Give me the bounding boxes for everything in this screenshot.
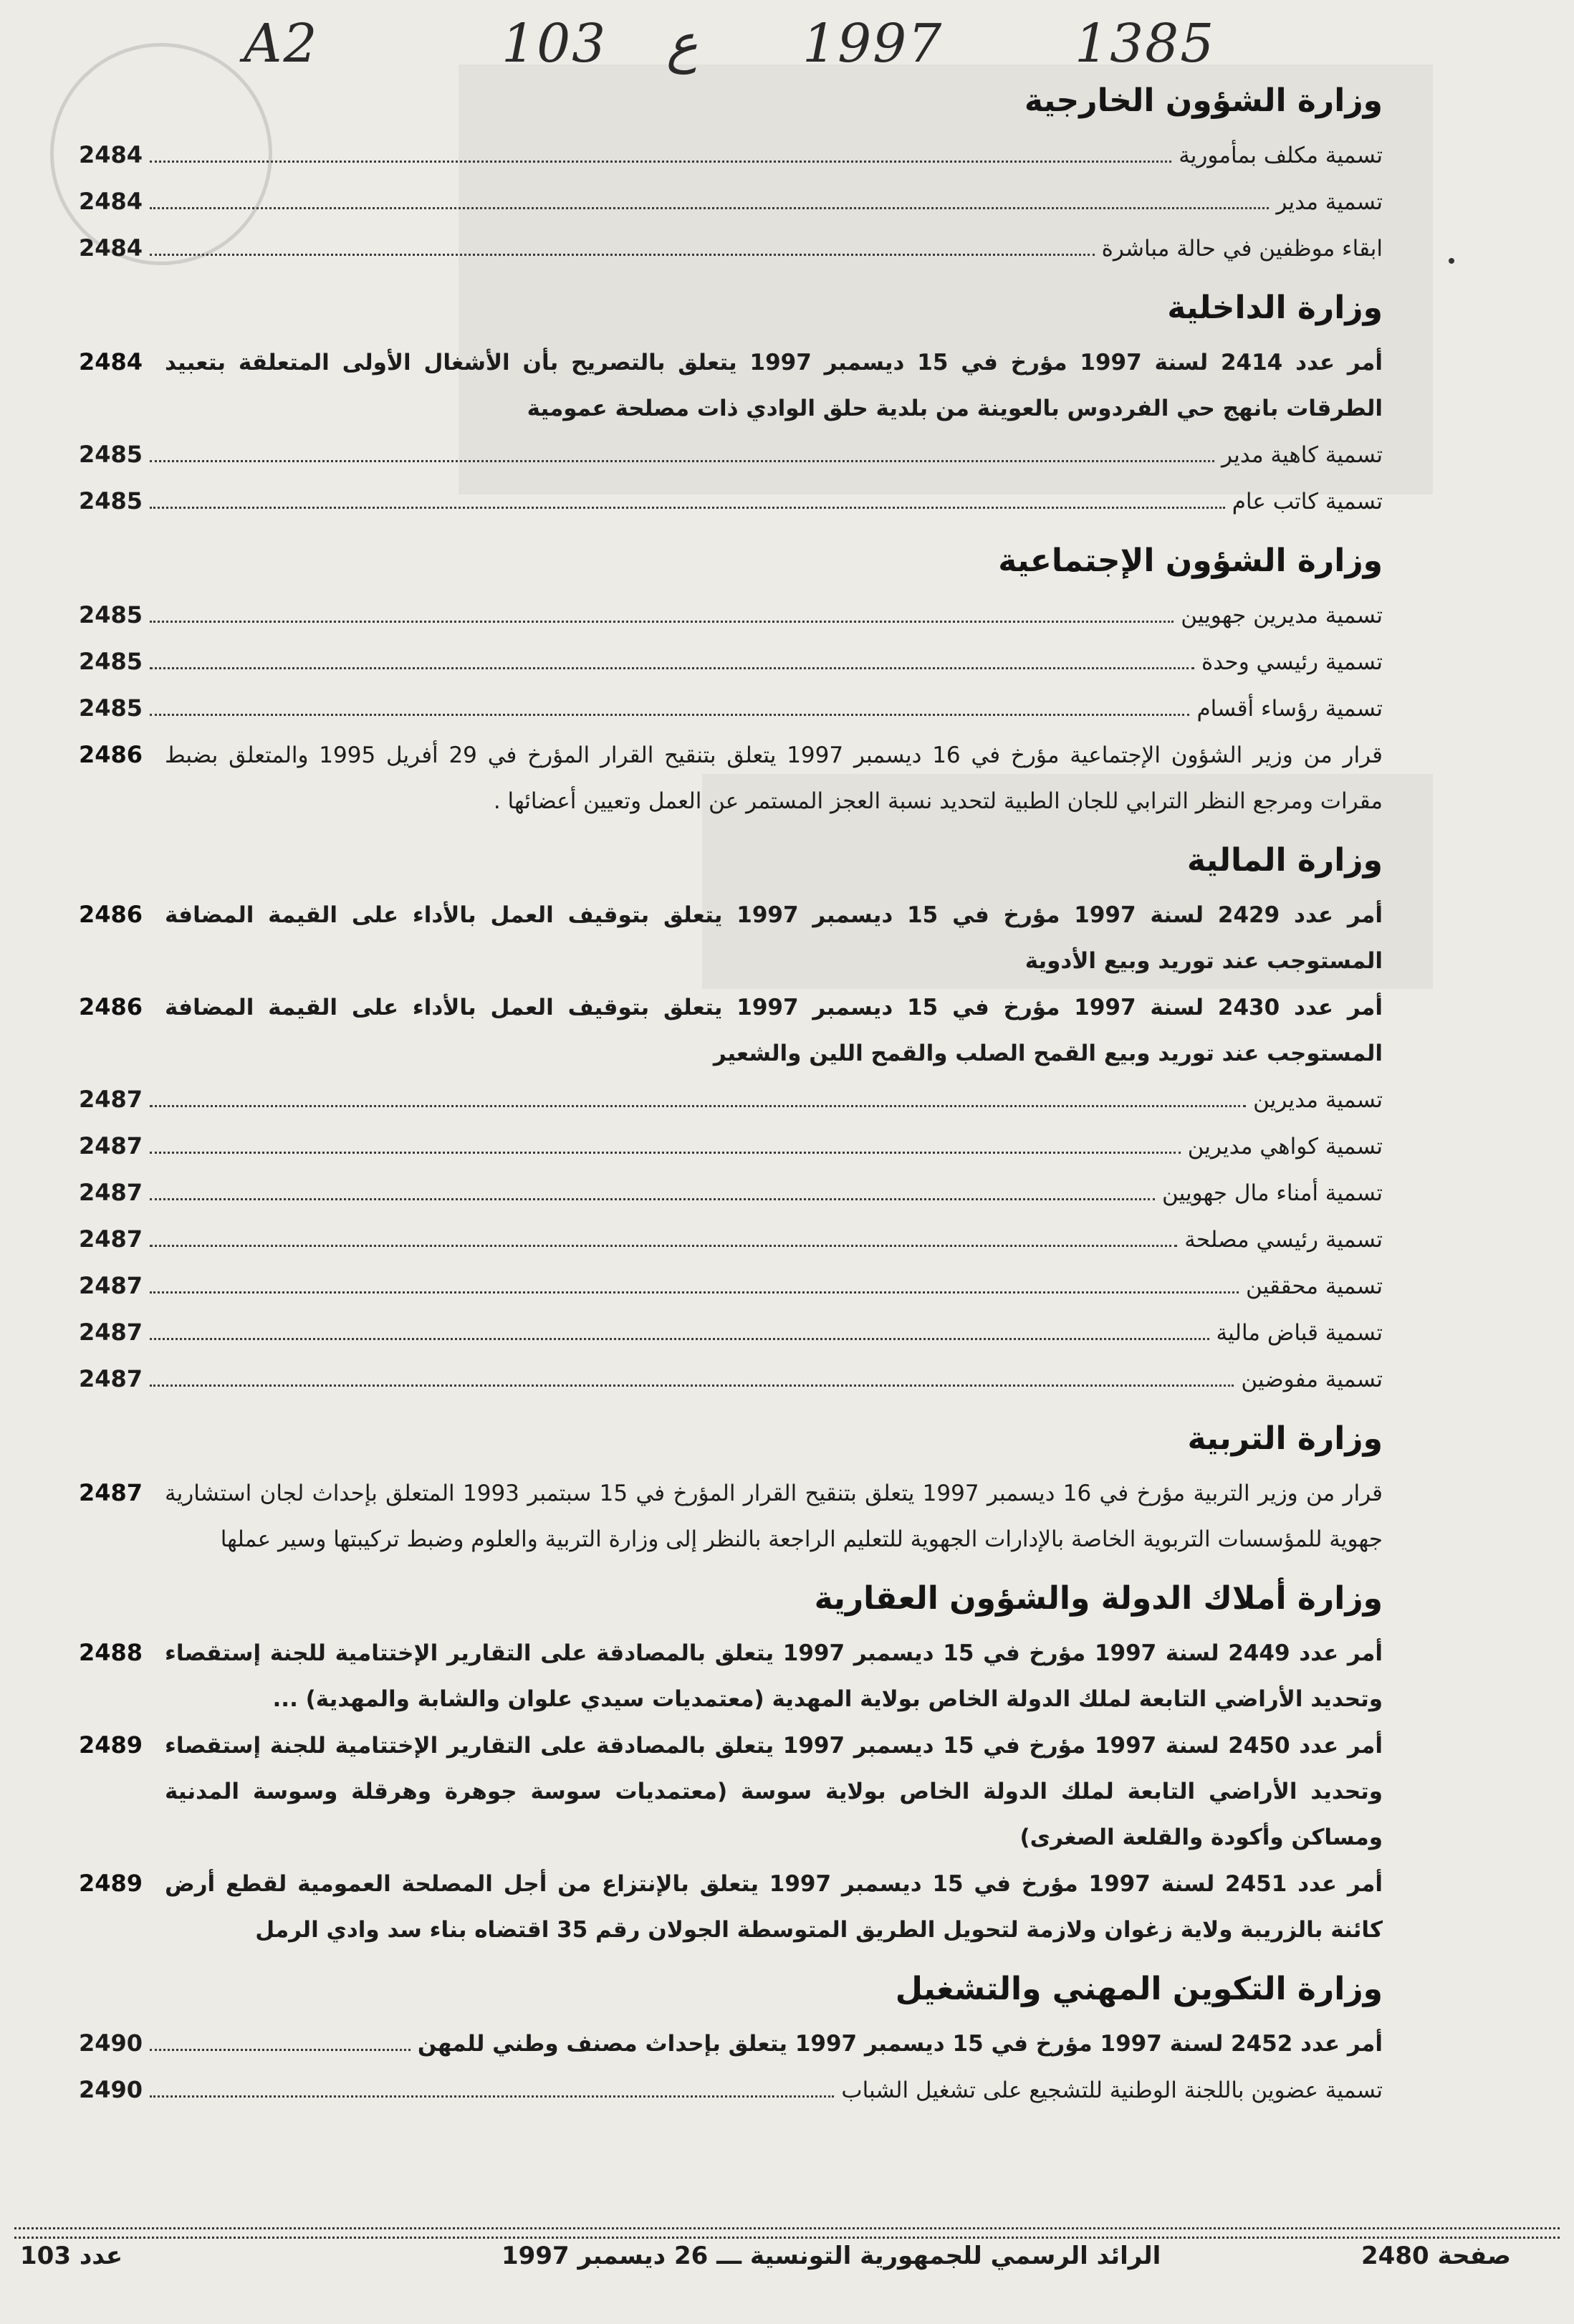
footer-page-label: صفحة 2480 bbox=[1361, 2242, 1511, 2270]
page-number: 2484 bbox=[79, 188, 143, 215]
dot-leader bbox=[150, 1337, 1209, 1340]
page-number: 2487 bbox=[79, 1179, 143, 1206]
page-number: 2487 bbox=[79, 1272, 143, 1299]
page-number: 2490 bbox=[79, 2029, 143, 2057]
entry-text: تسمية رئيسي مصلحة bbox=[1184, 1227, 1383, 1253]
entry-text: تسمية قباض مالية bbox=[1216, 1320, 1383, 1346]
page-number: 2485 bbox=[79, 694, 143, 722]
dot-leader bbox=[150, 1244, 1177, 1247]
page-number: 2487 bbox=[79, 1479, 143, 1506]
entry-text: تسمية أمناء مال جهويين bbox=[1162, 1180, 1383, 1206]
handwritten-note: ع bbox=[666, 13, 699, 75]
ministry-section bbox=[79, 1578, 1383, 1953]
toc-entry bbox=[79, 132, 1383, 178]
toc-entry bbox=[79, 639, 1383, 685]
entry-text: أمر عدد 2449 لسنة 1997 مؤرخ في 15 ديسمبر 1997 يتعلق بالمصادقة على التقارير الإختتامية للجنة إستقصاء وتحديد الأراضي التابعة لملك الدولة الخاص بولاية المهدية (معتمديات سيدي علوان والشابة والمهدية) ... bbox=[165, 1640, 1383, 1712]
dot-leader bbox=[150, 506, 1225, 509]
toc-entry bbox=[79, 478, 1383, 525]
entry-text: أمر عدد 2452 لسنة 1997 مؤرخ في 15 ديسمبر 1997 يتعلق بإحداث مصنف وطني للمهن bbox=[417, 2031, 1383, 2057]
entry-text: أمر عدد 2430 لسنة 1997 مؤرخ في 15 ديسمبر 1997 يتعلق بتوقيف العمل بالأداء على القيمة المضافة المستوجب عند توريد وبيع القمح الصلب والقمح اللين والشعير bbox=[165, 995, 1383, 1066]
entry-text: تسمية رؤساء أقسام bbox=[1196, 696, 1383, 722]
entry-text: تسمية مكلف بمأمورية bbox=[1179, 143, 1383, 168]
ministry-section bbox=[79, 1418, 1383, 1562]
toc-entry bbox=[79, 1123, 1383, 1170]
entry-text: أمر عدد 2450 لسنة 1997 مؤرخ في 15 ديسمبر 1997 يتعلق بالمصادقة على التقارير الإختتامية للجنة إستقصاء وتحديد الأراضي التابعة لملك الدولة الخاص بولاية سوسة (معتمديات سوسة جوهرة وهرقلة وسوسة المدنية ومساكن وأكودة والقلعة الصغرى) bbox=[165, 1733, 1383, 1850]
page-number: 2487 bbox=[79, 1086, 143, 1113]
footer-issue-number: عدد 103 bbox=[20, 2242, 123, 2270]
toc-entry bbox=[79, 1356, 1383, 1402]
page-number: 2484 bbox=[79, 234, 143, 262]
toc-entry bbox=[79, 339, 1383, 431]
page-number: 2485 bbox=[79, 648, 143, 675]
dot-leader bbox=[150, 2095, 834, 2098]
toc-entry bbox=[79, 1076, 1383, 1123]
dot-leader bbox=[150, 620, 1174, 623]
page-number: 2489 bbox=[79, 1870, 143, 1897]
toc-entry bbox=[79, 1170, 1383, 1216]
toc-entry bbox=[79, 732, 1383, 824]
page-number: 2487 bbox=[79, 1225, 143, 1253]
toc-entry bbox=[79, 1263, 1383, 1309]
toc-entry bbox=[79, 1216, 1383, 1263]
dot-leader bbox=[150, 160, 1171, 163]
footer-rule bbox=[14, 2227, 1560, 2239]
dot-leader bbox=[150, 1291, 1239, 1293]
dot-leader bbox=[150, 253, 1095, 256]
ministry-section bbox=[79, 80, 1383, 272]
speck bbox=[1449, 258, 1454, 264]
toc-entry bbox=[79, 685, 1383, 732]
entry-text: تسمية كواهي مديرين bbox=[1187, 1134, 1383, 1159]
toc-entry bbox=[79, 1630, 1383, 1722]
page-number: 2486 bbox=[79, 901, 143, 928]
dot-leader bbox=[150, 713, 1189, 716]
handwritten-note: 1385 bbox=[1075, 13, 1216, 75]
dot-leader bbox=[150, 1151, 1181, 1154]
page-number: 2487 bbox=[79, 1365, 143, 1392]
ministry-heading: وزارة التربية bbox=[1187, 1420, 1383, 1457]
entry-text: تسمية كاتب عام bbox=[1232, 489, 1383, 515]
toc-entry bbox=[79, 225, 1383, 272]
dot-leader bbox=[150, 2048, 411, 2051]
dot-leader bbox=[150, 206, 1269, 209]
page-number: 2485 bbox=[79, 487, 143, 515]
page-number: 2489 bbox=[79, 1731, 143, 1759]
toc-entry bbox=[79, 592, 1383, 639]
handwritten-note: 103 bbox=[502, 13, 608, 75]
footer-journal-title: الرائد الرسمي للجمهورية التونسية ـــ 26 ديسمبر 1997 bbox=[502, 2242, 1161, 2270]
toc-entry bbox=[79, 1860, 1383, 1953]
entry-text: تسمية مديرين جهويين bbox=[1181, 603, 1383, 628]
entry-text: تسمية مديرين bbox=[1253, 1087, 1383, 1113]
toc-entry bbox=[79, 891, 1383, 984]
ministry-heading: وزارة المالية bbox=[1186, 842, 1383, 879]
toc-entry bbox=[79, 1470, 1383, 1562]
dot-leader bbox=[150, 1197, 1155, 1200]
page-number: 2490 bbox=[79, 2076, 143, 2103]
toc-entry bbox=[79, 431, 1383, 478]
handwritten-note: 1997 bbox=[802, 13, 944, 75]
entry-text: قرار من وزير الشؤون الإجتماعية مؤرخ في 16 ديسمبر 1997 يتعلق بتنقيح القرار المؤرخ في 29 أفريل 1995 والمتعلق بضبط مقرات ومرجع النظر الترابي للجان الطبية لتحديد نسبة العجز المستمر عن العمل وتعيين أعضائها . bbox=[165, 742, 1383, 814]
dot-leader bbox=[150, 1104, 1246, 1107]
entry-text: تسمية رئيسي وحدة bbox=[1201, 649, 1383, 675]
entry-text: تسمية مدير bbox=[1276, 189, 1383, 215]
ministry-heading: وزارة الشؤون الخارجية bbox=[1024, 82, 1383, 119]
page-number: 2487 bbox=[79, 1132, 143, 1159]
page-number: 2486 bbox=[79, 741, 143, 768]
table-of-contents bbox=[79, 64, 1383, 2113]
ministry-section bbox=[79, 840, 1383, 1402]
toc-entry bbox=[79, 1309, 1383, 1356]
toc-entry bbox=[79, 1722, 1383, 1860]
entry-text: تسمية كاهية مدير bbox=[1221, 442, 1383, 468]
entry-text: تسمية عضوين باللجنة الوطنية للتشجيع على تشغيل الشباب bbox=[841, 2077, 1383, 2103]
entry-text: تسمية محققين bbox=[1246, 1273, 1383, 1299]
dot-leader bbox=[150, 459, 1214, 462]
entry-text: أمر عدد 2429 لسنة 1997 مؤرخ في 15 ديسمبر 1997 يتعلق بتوقيف العمل بالأداء على القيمة المضافة المستوجب عند توريد وبيع الأدوية bbox=[165, 902, 1383, 974]
entry-text: ابقاء موظفين في حالة مباشرة bbox=[1101, 236, 1383, 262]
ministry-section bbox=[79, 1969, 1383, 2113]
entry-text: تسمية مفوضين bbox=[1241, 1367, 1383, 1392]
dot-leader bbox=[150, 1384, 1234, 1387]
ministry-heading: وزارة التكوين المهني والتشغيل bbox=[895, 1971, 1383, 2007]
ministry-heading: وزارة الشؤون الإجتماعية bbox=[998, 542, 1383, 579]
page-number: 2487 bbox=[79, 1319, 143, 1346]
ministry-heading: وزارة الداخلية bbox=[1167, 290, 1383, 326]
page-number: 2485 bbox=[79, 441, 143, 468]
handwritten-note: A2 bbox=[244, 13, 319, 75]
entry-text: أمر عدد 2451 لسنة 1997 مؤرخ في 15 ديسمبر 1997 يتعلق بالإنتزاع من أجل المصلحة العمومية لقطع أرض كائنة بالزريبة ولاية زغوان ولازمة لتحويل الطريق المتوسطة الجولان رقم 35 اقتضاه بناء سد وادي الرمل bbox=[165, 1871, 1383, 1943]
toc-entry bbox=[79, 2020, 1383, 2067]
ministry-heading: وزارة أملاك الدولة والشؤون العقارية bbox=[814, 1580, 1383, 1617]
ministry-section bbox=[79, 540, 1383, 824]
toc-entry bbox=[79, 984, 1383, 1076]
toc-entry bbox=[79, 178, 1383, 225]
page-number: 2488 bbox=[79, 1639, 143, 1666]
toc-entry bbox=[79, 2067, 1383, 2113]
dot-leader bbox=[150, 666, 1194, 669]
ministry-section bbox=[79, 287, 1383, 525]
page-number: 2484 bbox=[79, 141, 143, 168]
entry-text: أمر عدد 2414 لسنة 1997 مؤرخ في 15 ديسمبر 1997 يتعلق بالتصريح بأن الأشغال الأولى المتعلقة بتعبيد الطرقات بانهج حي الفردوس بالعوينة من بلدية حلق الوادي ذات مصلحة عمومية bbox=[165, 350, 1383, 421]
entry-text: قرار من وزير التربية مؤرخ في 16 ديسمبر 1997 يتعلق بتنقيح القرار المؤرخ في 15 سبتمبر 1993 المتعلق بإحداث لجان استشارية جهوية للمؤسسات التربوية الخاصة بالإدارات الجهوية للتعليم الراجعة بالنظر إلى وزارة التربية والعلوم وضبط تركيبتها وسير عملها bbox=[165, 1481, 1383, 1552]
page-number: 2486 bbox=[79, 993, 143, 1020]
page-number: 2484 bbox=[79, 348, 143, 376]
page-number: 2485 bbox=[79, 601, 143, 628]
